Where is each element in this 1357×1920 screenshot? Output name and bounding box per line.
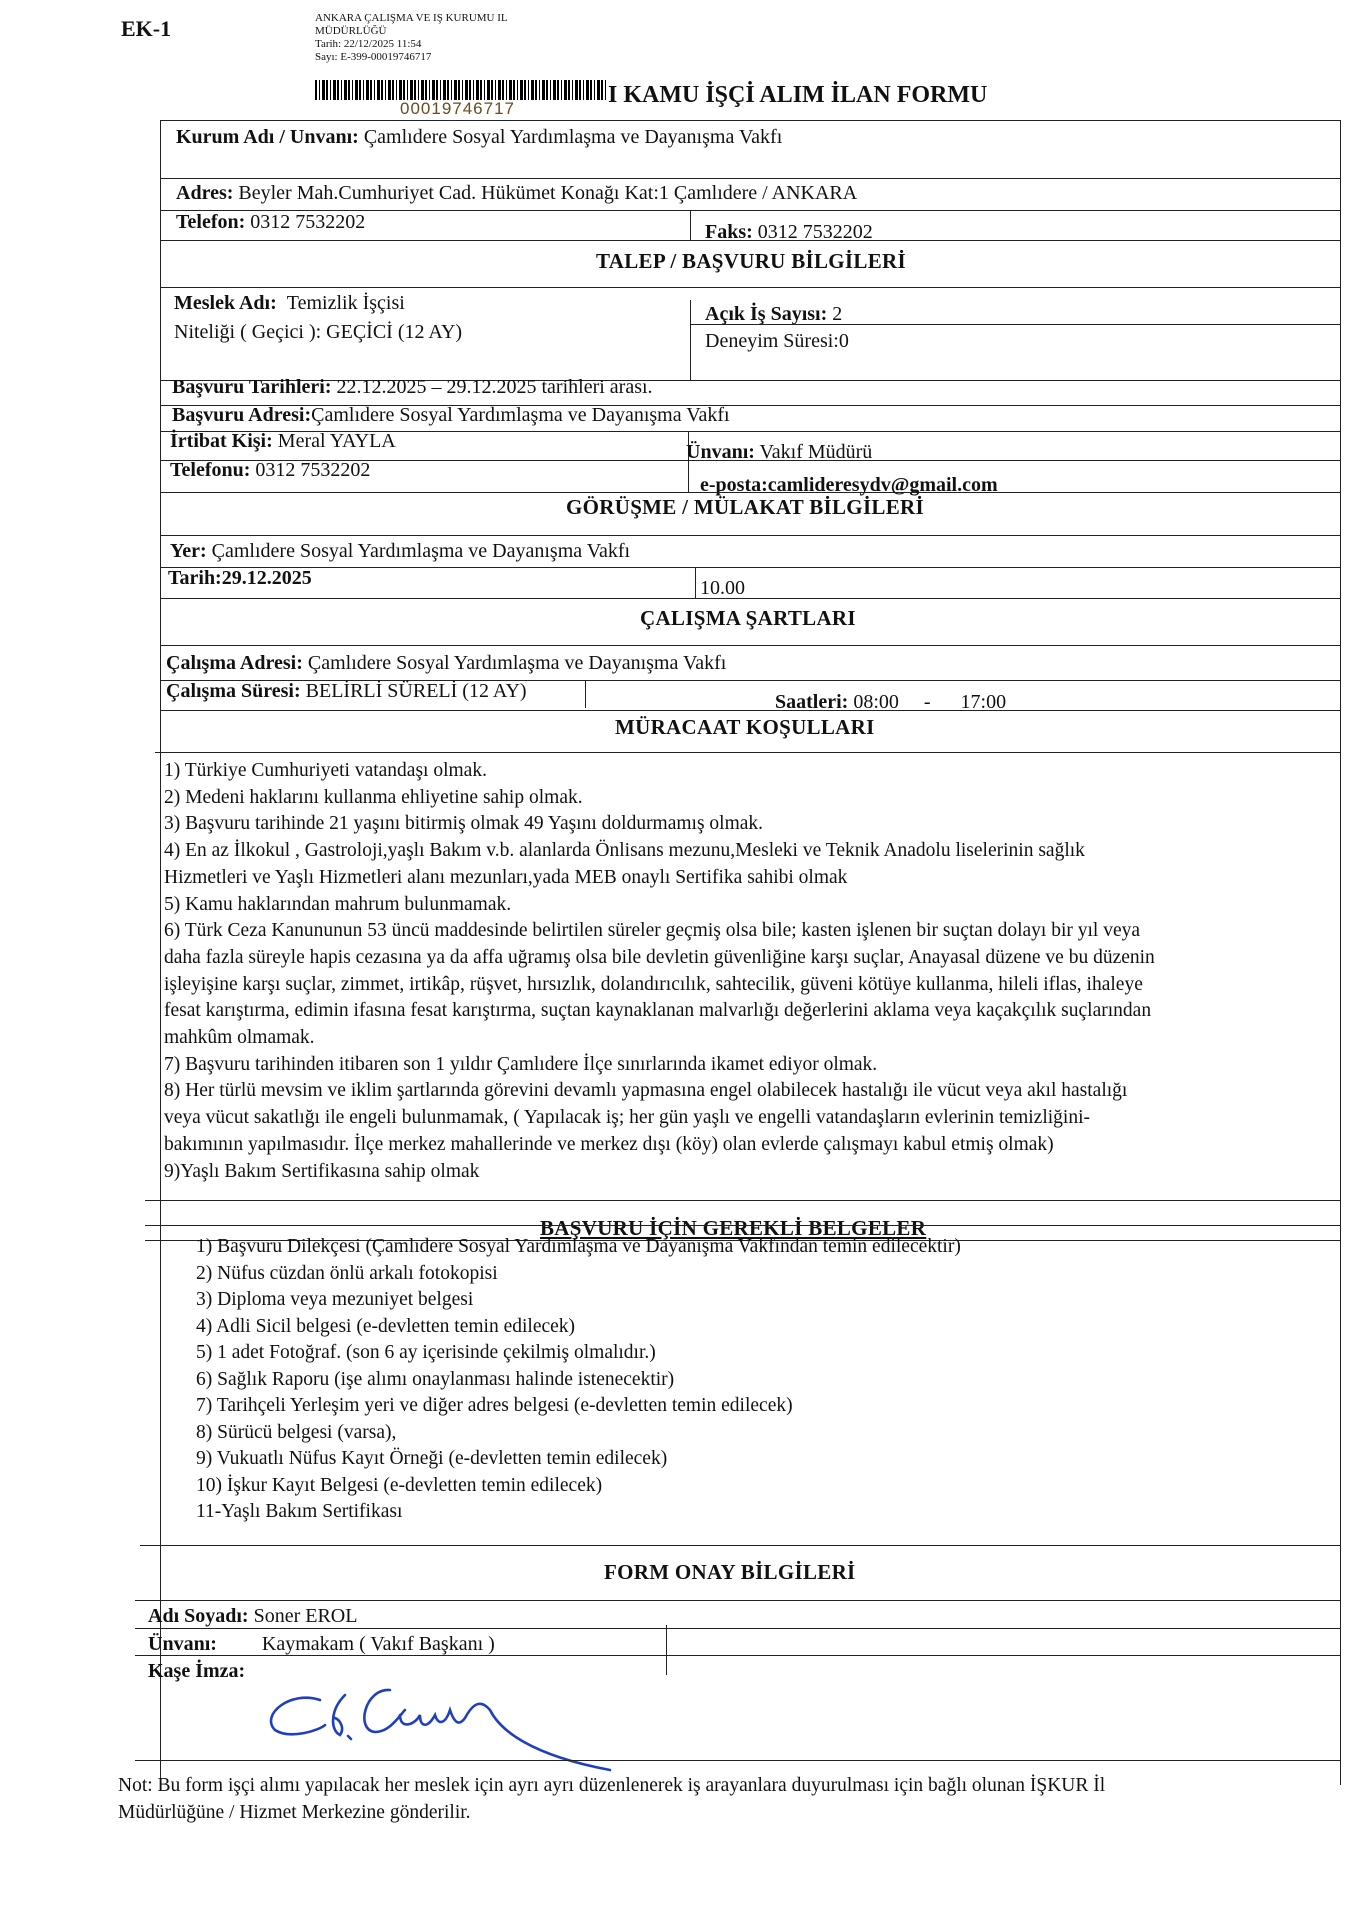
registry-stamp <box>315 12 508 64</box>
document-item: 3) Diploma veya mezuniyet belgesi <box>196 1289 474 1310</box>
annex-label: EK-1 <box>121 16 172 41</box>
institution-name: Kurum Adı / Unvanı: Çamlıdere Sosyal Yardımlaşma ve Dayanışma Vakfı <box>176 126 783 148</box>
signature-label: Kaşe İmza: <box>148 1660 246 1682</box>
interview-time: 10.00 <box>700 577 745 599</box>
documents-list <box>196 1234 961 1526</box>
footer-note <box>118 1772 1105 1826</box>
document-item: 1) Başvuru Dilekçesi (Çamlıdere Sosyal Yardımlaşma ve Dayanışma Vakfından temin edilecektir) <box>196 1236 961 1257</box>
document-item: 11-Yaşlı Bakım Sertifikası <box>196 1501 403 1522</box>
section-heading-approval: FORM ONAY BİLGİLERİ <box>604 1560 856 1584</box>
section-heading-documents: BAŞVURU İÇİN GEREKLİ BELGELER <box>540 1216 927 1240</box>
document-item: 9) Vukuatlı Nüfus Kayıt Örneği (e-devletten temin edilecek) <box>196 1448 668 1469</box>
approver-title: Ünvanı: Kaymakam ( Vakıf Başkanı ) <box>148 1633 495 1655</box>
condition-line: 1) Türkiye Cumhuriyeti vatandaşı olmak. <box>164 760 487 781</box>
condition-line: Hizmetleri ve Yaşlı Hizmetleri alanı mezunları,yada MEB onaylı Sertifika sahibi olmak <box>164 866 848 888</box>
condition-line: mahkûm olmamak. <box>164 1027 315 1049</box>
condition-line: 2) Medeni haklarını kullanma ehliyetine sahip olmak. <box>164 786 583 808</box>
form-title: I KAMU İŞÇİ ALIM İLAN FORMU <box>608 82 988 108</box>
job-nature: Niteliği ( Geçici ): GEÇİCİ (12 AY) <box>174 321 463 343</box>
stamp-line: MÜDÜRLÜĞÜ <box>315 25 387 37</box>
contact-phone: Telefonu: 0312 7532202 <box>170 459 371 481</box>
note-line: Not: Bu form işçi alımı yapılacak her meslek için ayrı ayrı düzenlenerek iş arayanlara duyurulması için bağlı olunan İŞKUR İl <box>118 1775 1106 1796</box>
work-hours: Saatleri: 08:00 - 17:00 <box>775 691 1007 713</box>
section-heading-interview: GÖRÜŞME / MÜLAKAT BİLGİLERİ <box>566 495 924 519</box>
condition-line: 7) Başvuru tarihinden itibaren son 1 yıldır Çamlıdere İlçe sınırlarında ikamet ediyor olmak. <box>164 1053 878 1075</box>
section-heading-conditions: MÜRACAAT KOŞULLARI <box>615 715 875 739</box>
work-duration: Çalışma Süresi: BELİRLİ SÜRELİ (12 AY) <box>166 680 527 702</box>
condition-line: 4) En az İlkokul , Gastroloji,yaşlı Bakım v.b. alanlarda Önlisans mezunu,Mesleki ve Teknik Anadolu liselerinin sağlık <box>164 840 1085 862</box>
job-name: Meslek Adı: Temizlik İşçisi <box>174 292 405 314</box>
condition-line: 8) Her türlü mevsim ve iklim şartlarında görevini devamlı yapmasına engel olabilecek hastalığı ile vücut veya akıl hastalığı <box>164 1080 1128 1102</box>
condition-line: veya vücut sakatlığı ile engeli bulunmamak, ( Yapılacak iş; her gün yaşlı ve engelli vatandaşların evlerinin temizliğini- <box>164 1107 1090 1129</box>
condition-line: bakımının yapılmasıdır. İlçe merkez mahallerinde ve merkez dışı (köy) olan evlerde çalışmayı kabul etmiş olmak) <box>164 1133 1054 1155</box>
stamp-line: ANKARA ÇALIŞMA VE IŞ KURUMU IL <box>315 12 508 24</box>
stamp-line: Sayı: E-399-00019746717 <box>315 51 432 63</box>
interview-place: Yer: Çamlıdere Sosyal Yardımlaşma ve Dayanışma Vakfı <box>170 540 631 562</box>
contact-title: Ünvanı: Vakıf Müdürü <box>686 441 873 463</box>
condition-line: 6) Türk Ceza Kanununun 53 üncü maddesinde belirtilen süreler geçmiş olsa bile; kasten işlenen bir suçtan dolayı bir yıl veya <box>164 920 1140 942</box>
experience: Deneyim Süresi:0 <box>705 330 849 352</box>
signature <box>250 1670 630 1780</box>
condition-line: 5) Kamu haklarından mahrum bulunmamak. <box>164 893 512 915</box>
barcode-number: 00019746717 <box>400 99 516 118</box>
institution-fax: Faks: 0312 7532202 <box>705 221 873 243</box>
interview-date: Tarih:29.12.2025 <box>168 567 312 589</box>
application-address: Başvuru Adresi:Çamlıdere Sosyal Yardımlaşma ve Dayanışma Vakfı <box>172 404 730 426</box>
section-heading-work: ÇALIŞMA ŞARTLARI <box>640 606 856 630</box>
contact-person: İrtibat Kişi: Meral YAYLA <box>170 430 396 452</box>
condition-line: fesat karıştırma, edimin ifasına fesat karıştırma, suçtan kaynaklanan malvarlığı değerlerini aklama veya kaçakçılık suçlarından <box>164 1000 1152 1022</box>
condition-line: 9)Yaşlı Bakım Sertifikasına sahip olmak <box>164 1160 480 1182</box>
document-item: 4) Adli Sicil belgesi (e-devletten temin edilecek) <box>196 1315 576 1337</box>
institution-address: Adres: Beyler Mah.Cumhuriyet Cad. Hükümet Konağı Kat:1 Çamlıdere / ANKARA <box>176 182 858 204</box>
condition-line: 3) Başvuru tarihinde 21 yaşını bitirmiş olmak 49 Yaşını doldurmamış olmak. <box>164 813 764 835</box>
condition-line: işleyişine karşı suçlar, zimmet, irtikâp, rüşvet, hırsızlık, dolandırıcılık, sahtecilik, güveni kötüye kullanma, hileli iflas, ihaleye <box>164 973 1143 995</box>
approver-name: Adı Soyadı: Soner EROL <box>148 1605 358 1627</box>
contact-email: e-posta:camlideresydv@gmail.com <box>700 474 998 496</box>
barcode <box>315 80 607 100</box>
document-item: 5) 1 adet Fotoğraf. (son 6 ay içerisinde çekilmiş olmalıdır.) <box>196 1342 656 1363</box>
open-positions: Açık İş Sayısı: 2 <box>705 303 843 325</box>
document-item: 10) İşkur Kayıt Belgesi (e-devletten temin edilecek) <box>196 1474 603 1496</box>
note-line: Müdürlüğüne / Hizmet Merkezine gönderilir. <box>118 1802 471 1823</box>
work-address: Çalışma Adresi: Çamlıdere Sosyal Yardımlaşma ve Dayanışma Vakfı <box>166 652 727 674</box>
document-item: 2) Nüfus cüzdan önlü arkalı fotokopisi <box>196 1262 498 1284</box>
document-item: 6) Sağlık Raporu (işe alımı onaylanması halinde istenecektir) <box>196 1368 675 1390</box>
stamp-line: Tarih: 22/12/2025 11:54 <box>315 38 422 50</box>
condition-line: daha fazla süreyle hapis cezasına ya da affa uğramış olsa bile devletin güvenliğine karşı suçlar, Anayasal düzene ve bu düzenin <box>164 946 1155 968</box>
conditions-list <box>164 758 1155 1185</box>
document-item: 7) Tarihçeli Yerleşim yeri ve diğer adres belgesi (e-devletten temin edilecek) <box>196 1395 793 1416</box>
application-dates: Başvuru Tarihleri: 22.12.2025 – 29.12.2025 tarihleri arası. <box>172 376 653 398</box>
document-item: 8) Sürücü belgesi (varsa), <box>196 1421 397 1443</box>
institution-phone: Telefon: 0312 7532202 <box>176 211 366 233</box>
section-heading-application: TALEP / BAŞVURU BİLGİLERİ <box>596 249 906 273</box>
